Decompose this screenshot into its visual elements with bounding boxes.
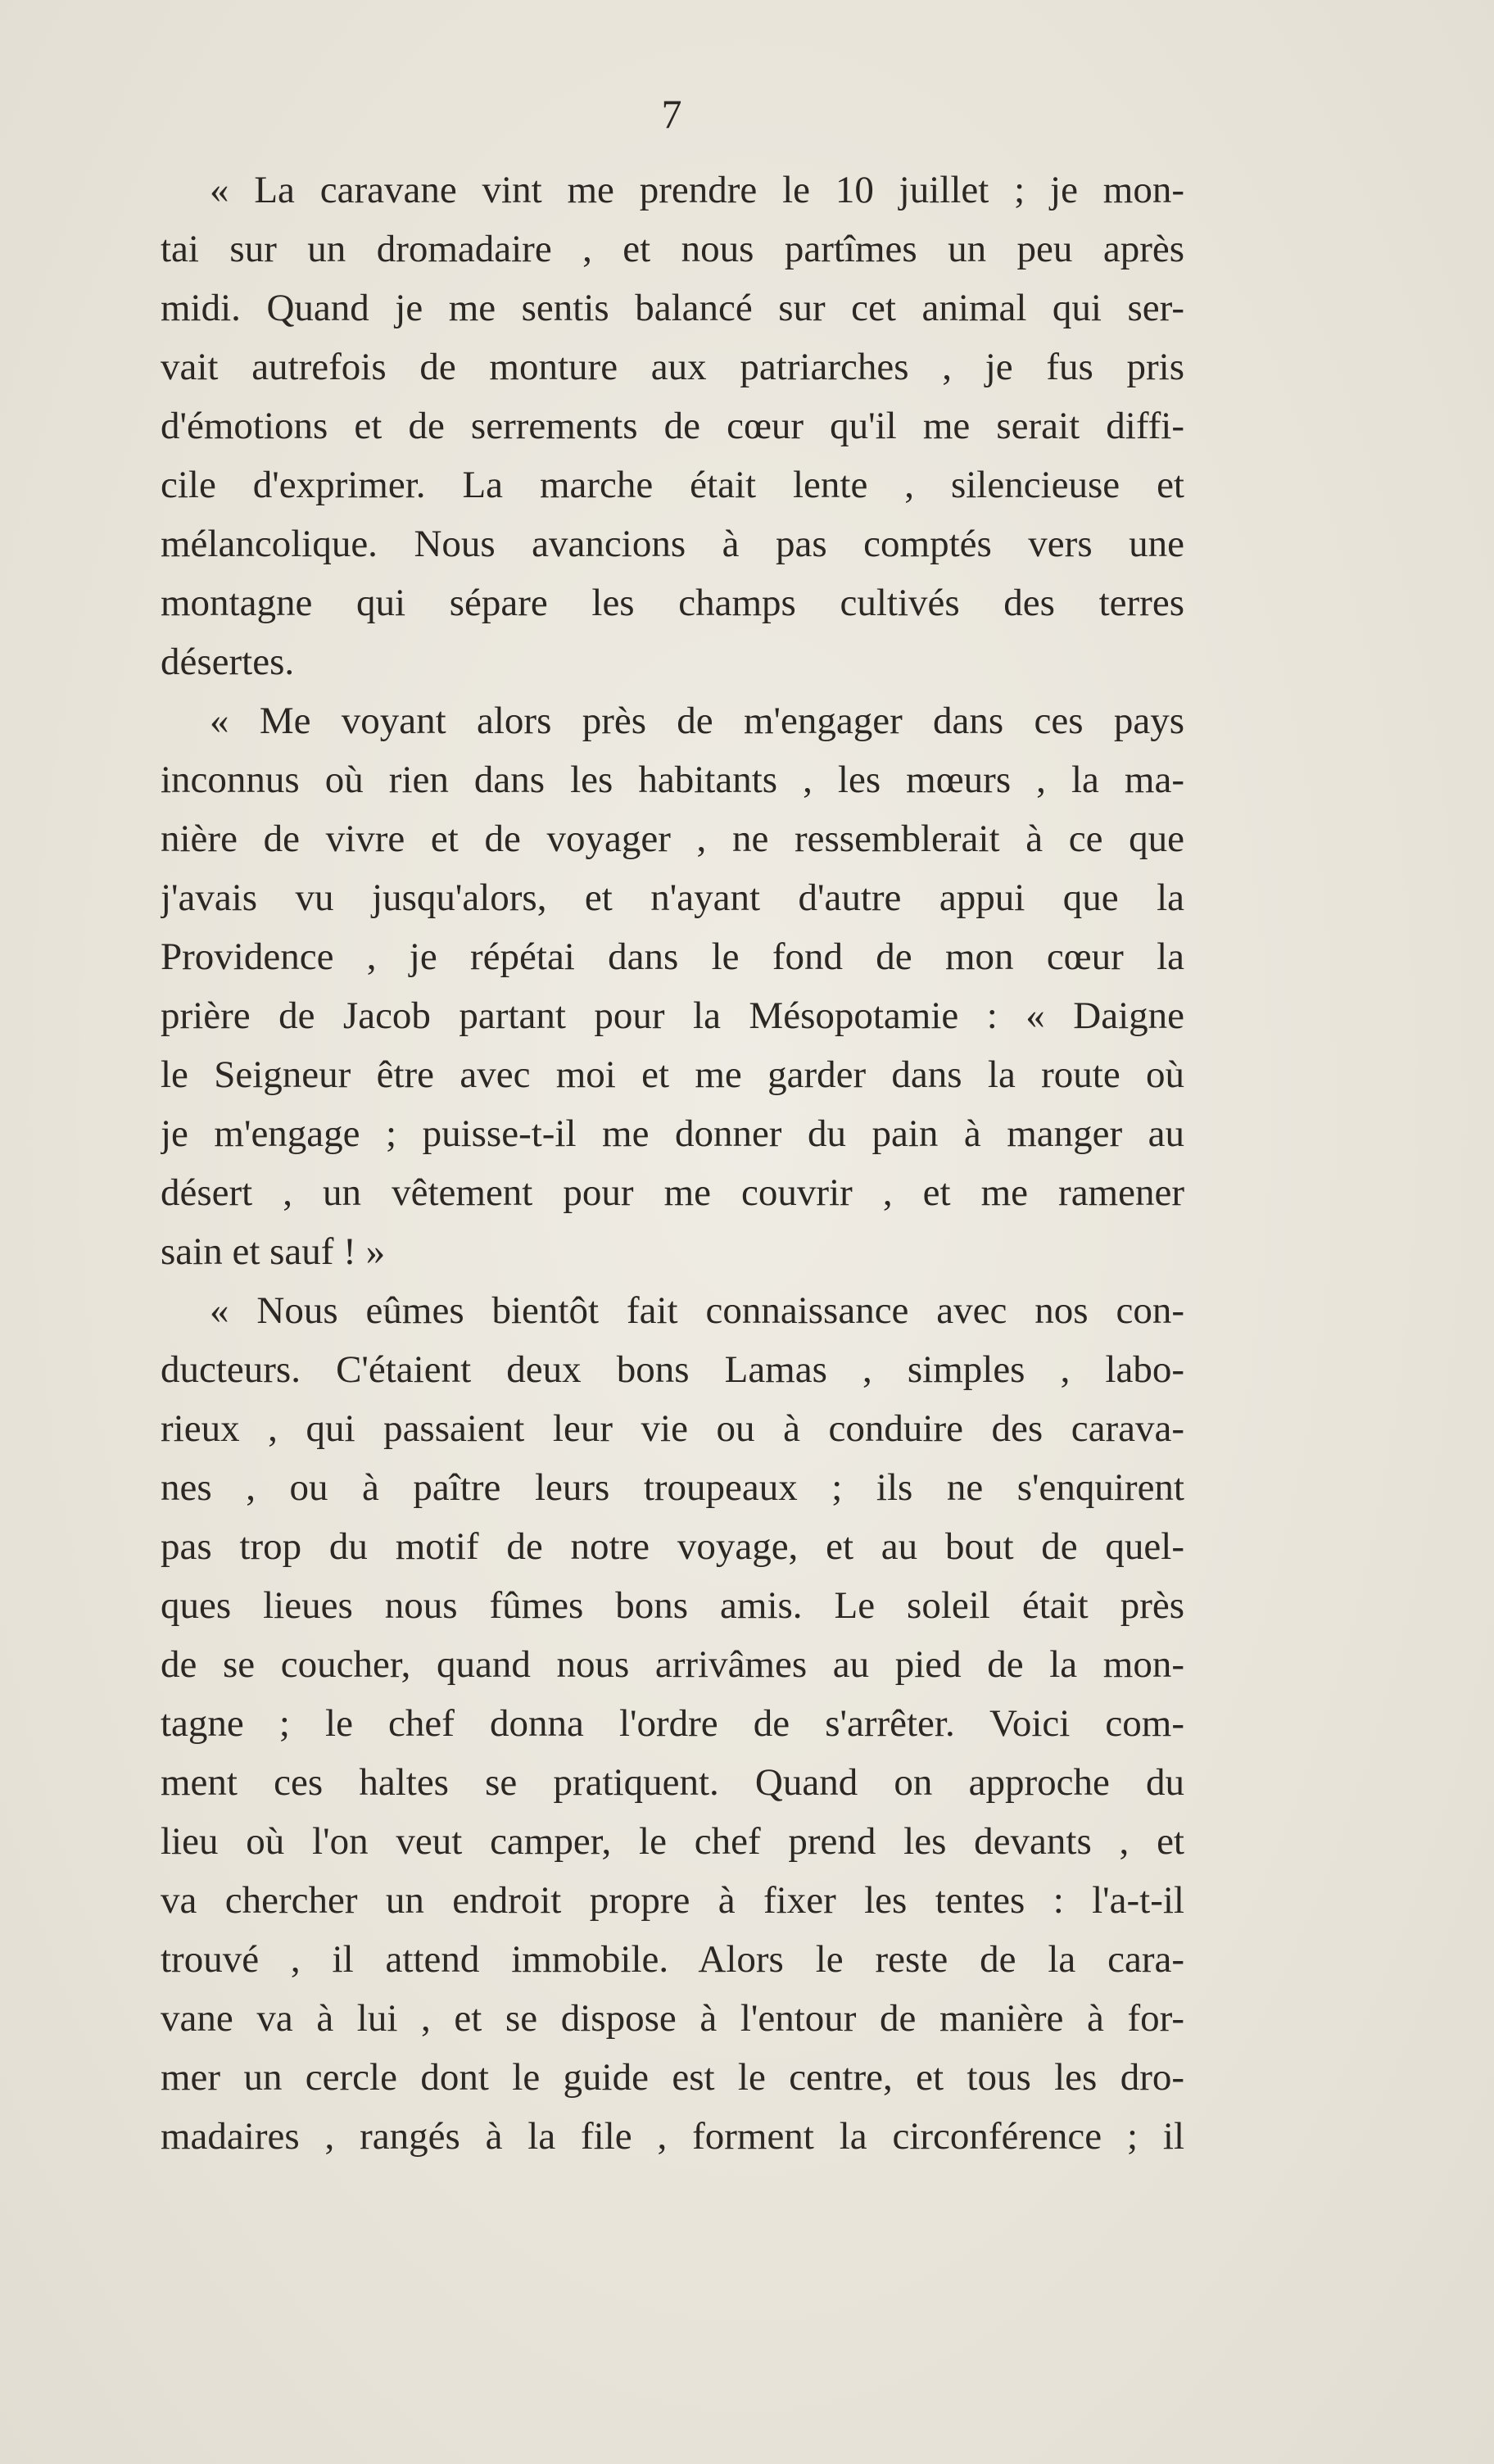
text-line: vait autrefois de monture aux patriarches , je fus pris [161, 346, 1184, 388]
text-line: le Seigneur être avec moi et me garder dans la route où [161, 1053, 1184, 1096]
text-line: montagne qui sépare les champs cultivés des terres [161, 582, 1184, 624]
paragraph-3 [161, 1281, 1184, 2166]
text-line: mélancolique. Nous avancions à pas comptés vers une [161, 523, 1184, 565]
text-line: ducteurs. C'étaient deux bons Lamas , simples , labo- [161, 1348, 1184, 1391]
text-line: « Me voyant alors près de m'engager dans ces pays [210, 700, 1184, 742]
text-line: midi. Quand je me sentis balancé sur cet animal qui ser- [161, 287, 1184, 329]
text-line: prière de Jacob partant pour la Mésopotamie : « Daigne [161, 994, 1184, 1037]
text-line: inconnus où rien dans les habitants , les mœurs , la ma- [161, 759, 1184, 801]
text-line: vane va à lui , et se dispose à l'entour de manière à for- [161, 1997, 1184, 2040]
paragraph-1 [161, 161, 1184, 691]
text-line: mer un cercle dont le guide est le centre, et tous les dro- [161, 2056, 1184, 2099]
text-line: désert , un vêtement pour me couvrir , et me ramener [161, 1171, 1184, 1214]
text-line: tai sur un dromadaire , et nous partîmes un peu après [161, 228, 1184, 270]
paragraph-2 [161, 691, 1184, 1281]
text-line: pas trop du motif de notre voyage, et au bout de quel- [161, 1525, 1184, 1568]
text-line: nière de vivre et de voyager , ne ressemblerait à ce que [161, 818, 1184, 860]
text-line: trouvé , il attend immobile. Alors le reste de la cara- [161, 1938, 1184, 1981]
text-line: je m'engage ; puisse-t-il me donner du pain à manger au [161, 1112, 1184, 1155]
text-line: ment ces haltes se pratiquent. Quand on approche du [161, 1761, 1184, 1804]
text-line: madaires , rangés à la file , forment la circonférence ; il [161, 2115, 1184, 2158]
page-number: 7 [661, 91, 682, 137]
text-line: cile d'exprimer. La marche était lente , silencieuse et [161, 464, 1184, 506]
text-line: lieu où l'on veut camper, le chef prend les devants , et [161, 1820, 1184, 1863]
text-line: tagne ; le chef donna l'ordre de s'arrêter. Voici com- [161, 1702, 1184, 1745]
text-line: « Nous eûmes bientôt fait connaissance avec nos con- [210, 1289, 1184, 1332]
text-line: désertes. [161, 641, 295, 683]
text-line: ques lieues nous fûmes bons amis. Le soleil était près [161, 1584, 1184, 1627]
text-line: j'avais vu jusqu'alors, et n'ayant d'autre appui que la [161, 876, 1184, 919]
text-line: rieux , qui passaient leur vie ou à conduire des carava- [161, 1407, 1184, 1450]
text-line: va chercher un endroit propre à fixer les tentes : l'a-t-il [161, 1879, 1184, 1922]
text-line: sain et sauf ! » [161, 1230, 386, 1273]
text-line: nes , ou à paître leurs troupeaux ; ils ne s'enquirent [161, 1466, 1184, 1509]
text-line: d'émotions et de serrements de cœur qu'il me serait diffi- [161, 405, 1184, 447]
text-line: Providence , je répétai dans le fond de mon cœur la [161, 935, 1184, 978]
body-text [161, 161, 1184, 2166]
text-line: « La caravane vint me prendre le 10 juillet ; je mon- [210, 169, 1184, 211]
text-line: de se coucher, quand nous arrivâmes au pied de la mon- [161, 1643, 1184, 1686]
